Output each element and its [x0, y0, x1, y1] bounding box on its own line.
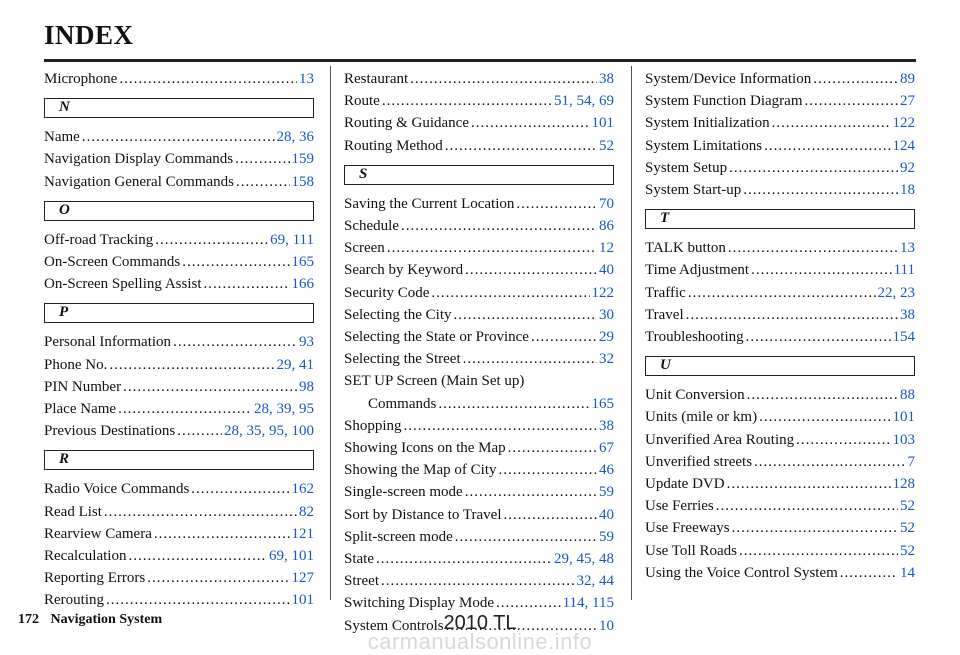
index-entry [44, 229, 314, 251]
page-reference-link[interactable]: 29, 45, 48 [554, 551, 614, 568]
index-term: Switching Display Mode [344, 595, 494, 612]
index-term: Security Code [344, 284, 430, 301]
leader-dots [453, 304, 597, 326]
page-reference-link[interactable]: 165 [291, 254, 314, 271]
index-term: Read List [44, 503, 102, 520]
index-entry [344, 193, 614, 215]
section-letter-header: T [645, 209, 915, 229]
index-entry [44, 523, 314, 545]
page-reference-link[interactable]: 122 [892, 115, 915, 132]
index-term: Update DVD [645, 476, 725, 493]
index-term: Commands [368, 395, 437, 412]
page-reference-link[interactable]: 89 [900, 71, 915, 87]
leader-dots [155, 229, 268, 251]
leader-dots [404, 415, 597, 437]
leader-dots [759, 406, 890, 428]
index-term: Traffic [645, 284, 686, 301]
leader-dots [119, 68, 297, 90]
leader-dots [772, 112, 891, 134]
page-reference-link[interactable]: 111 [893, 262, 915, 279]
leader-dots [147, 567, 289, 589]
page-reference-link[interactable]: 12 [599, 240, 614, 257]
page-reference-link[interactable]: 165 [591, 395, 614, 412]
leader-dots [235, 148, 289, 170]
index-term: Route [344, 93, 380, 110]
leader-dots [508, 437, 597, 459]
index-entry [44, 589, 314, 611]
leader-dots [764, 135, 890, 157]
index-term: System Initialization [645, 115, 770, 132]
index-term: Split-screen mode [344, 528, 453, 545]
leader-dots [732, 517, 898, 539]
page-reference-link[interactable]: 103 [892, 431, 915, 448]
page-reference-link[interactable]: 32, 44 [576, 573, 614, 590]
index-entry [44, 567, 314, 589]
leader-dots [204, 273, 290, 295]
index-term: Rerouting [44, 592, 104, 609]
page-reference-link[interactable]: 82 [299, 503, 314, 520]
index-entry [645, 451, 915, 473]
index-entry [44, 331, 314, 353]
page-reference-link[interactable]: 154 [892, 329, 915, 346]
index-entry [645, 429, 915, 451]
leader-dots [191, 478, 289, 500]
page-number: 172 [18, 612, 39, 627]
index-term: System Limitations [645, 137, 763, 154]
leader-dots [728, 237, 898, 259]
leader-dots [688, 282, 876, 304]
page-reference-link[interactable]: 69, 101 [269, 548, 314, 565]
page-reference-link[interactable]: 13 [900, 240, 915, 257]
leader-dots [236, 171, 290, 193]
index-entry [344, 90, 614, 112]
index-term: Single-screen mode [344, 484, 463, 501]
index-entry [344, 215, 614, 237]
index-term: State [344, 551, 374, 568]
index-term: Place Name [44, 401, 117, 418]
index-term: Routing & Guidance [344, 115, 469, 132]
leader-dots [173, 331, 297, 353]
page-reference-link[interactable]: 28, 35, 95, 100 [224, 423, 314, 440]
index-term: Use Ferries [645, 498, 714, 515]
page-reference-link[interactable]: 59 [599, 528, 614, 545]
index-term: Personal Information [44, 334, 172, 351]
index-entry [645, 68, 915, 90]
index-entry [44, 398, 314, 420]
index-term: Navigation General Commands [44, 173, 234, 190]
index-entry [645, 237, 915, 259]
index-term: Schedule [344, 218, 399, 235]
index-entry [645, 179, 915, 201]
index-entry [44, 501, 314, 523]
leader-dots [381, 570, 575, 592]
index-term: On-Screen Commands [44, 254, 181, 271]
index-term: Use Toll Roads [645, 542, 738, 559]
index-entry [44, 354, 314, 376]
index-entry [645, 282, 915, 304]
index-term: Phone No. [44, 356, 108, 373]
index-entry [344, 135, 614, 157]
index-entry [344, 570, 614, 592]
index-term: System Start-up [645, 182, 742, 199]
page-reference-link[interactable]: 101 [291, 592, 314, 609]
page-reference-link[interactable]: 69, 111 [270, 231, 314, 248]
index-term: System/Device Information [645, 71, 812, 87]
leader-dots [465, 259, 597, 281]
index-entry [344, 415, 614, 437]
leader-dots [754, 451, 905, 473]
leader-dots [128, 545, 267, 567]
footer-section: Navigation System [50, 612, 163, 627]
index-entry [645, 562, 915, 584]
page-reference-link[interactable]: 30 [599, 306, 614, 323]
leader-dots [118, 398, 252, 420]
index-term: Saving the Current Location [344, 195, 515, 212]
page-reference-link[interactable]: 51, 54, 69 [554, 93, 614, 110]
page-reference-link[interactable]: 114, 115 [562, 595, 614, 612]
index-entry [44, 420, 314, 442]
index-entry [44, 171, 314, 193]
index-term: Microphone [44, 71, 118, 87]
leader-dots [716, 495, 898, 517]
leader-dots [109, 354, 274, 376]
index-term: Unverified streets [645, 453, 753, 470]
page-reference-link[interactable]: 166 [291, 276, 314, 293]
leader-dots [727, 473, 891, 495]
index-entry [344, 259, 614, 281]
leader-dots [382, 90, 552, 112]
index-term: Search by Keyword [344, 262, 464, 279]
index-term: Using the Voice Control System [645, 564, 838, 581]
leader-dots [751, 259, 892, 281]
page-reference-link[interactable]: 98 [299, 378, 314, 395]
index-term: Navigation Display Commands [44, 151, 234, 168]
index-entry [344, 282, 614, 304]
index-entry [645, 473, 915, 495]
index-entry [645, 259, 915, 281]
section-letter-header: R [44, 450, 314, 470]
page-reference-link[interactable]: 13 [299, 71, 314, 87]
page-reference-link[interactable]: 40 [599, 506, 614, 523]
page-reference-link[interactable]: 29, 41 [276, 356, 314, 373]
index-column-2 [344, 68, 614, 637]
index-term: System Function Diagram [645, 93, 803, 110]
leader-dots [747, 384, 898, 406]
page-reference-link[interactable]: 122 [591, 284, 614, 301]
page-reference-link[interactable]: 92 [900, 159, 915, 176]
index-entry [44, 376, 314, 398]
index-term: Unit Conversion [645, 387, 745, 404]
index-entry [645, 540, 915, 562]
page-reference-link[interactable]: 162 [291, 481, 314, 498]
index-entry [344, 112, 614, 134]
index-entry-heading [344, 370, 614, 392]
leader-dots [438, 393, 589, 415]
section-letter-header: P [44, 303, 314, 323]
index-term: Rearview Camera [44, 525, 152, 542]
leader-dots [431, 282, 589, 304]
index-entry [344, 237, 614, 259]
leader-dots [739, 540, 898, 562]
leader-dots [499, 459, 598, 481]
index-term: Previous Destinations [44, 423, 176, 440]
page-reference-link[interactable]: 124 [892, 137, 915, 154]
index-entry [645, 90, 915, 112]
index-entry [344, 548, 614, 570]
section-letter-header: O [44, 201, 314, 221]
index-term: Travel [645, 306, 684, 323]
index-term: Screen [344, 240, 385, 257]
page-reference-link[interactable]: 38 [599, 417, 614, 434]
index-entry [344, 481, 614, 503]
leader-dots [182, 251, 289, 273]
index-entry [44, 126, 314, 148]
index-term: Showing Icons on the Map [344, 440, 506, 457]
index-entry [645, 135, 915, 157]
index-term: PIN Number [44, 378, 122, 395]
index-entry [645, 112, 915, 134]
index-entry [344, 326, 614, 348]
page-reference-link[interactable]: 52 [900, 520, 915, 537]
index-entry [344, 68, 614, 90]
leader-dots [154, 523, 290, 545]
page-reference-link[interactable]: 93 [299, 334, 314, 351]
page-reference-link[interactable]: 46 [599, 462, 614, 479]
leader-dots [123, 376, 297, 398]
leader-dots [465, 481, 597, 503]
index-entry [44, 273, 314, 295]
index-term: Units (mile or km) [645, 409, 758, 426]
index-entry [645, 384, 915, 406]
index-entry [645, 406, 915, 428]
section-letter-header: N [44, 98, 314, 118]
index-entry [344, 304, 614, 326]
page-reference-link[interactable]: 40 [599, 262, 614, 279]
index-entry [645, 517, 915, 539]
index-column-3 [645, 68, 915, 584]
index-term: Selecting the Street [344, 351, 461, 368]
page-reference-link[interactable]: 67 [599, 440, 614, 457]
page-reference-link[interactable]: 38 [599, 71, 614, 87]
page-reference-link[interactable]: 28, 36 [276, 129, 314, 146]
leader-dots [531, 326, 597, 348]
page-reference-link[interactable]: 101 [892, 409, 915, 426]
page-reference-link[interactable]: 86 [599, 218, 614, 235]
page-reference-link[interactable]: 52 [599, 137, 614, 154]
column-divider [631, 66, 632, 600]
index-term: On-Screen Spelling Assist [44, 276, 202, 293]
page-reference-link[interactable]: 121 [291, 525, 314, 542]
index-entry [344, 393, 614, 415]
index-term: TALK button [645, 240, 726, 257]
page-reference-link[interactable]: 14 [900, 564, 915, 581]
page-reference-link[interactable]: 70 [599, 195, 614, 212]
section-letter-header: S [344, 165, 614, 185]
index-entry [344, 526, 614, 548]
leader-dots [686, 304, 898, 326]
leader-dots [729, 157, 898, 179]
title-rule [44, 59, 916, 62]
index-term: Time Adjustment [645, 262, 750, 279]
index-term: Unverified Area Routing [645, 431, 795, 448]
page-reference-link[interactable]: 28, 39, 95 [254, 401, 314, 418]
index-entry [44, 251, 314, 273]
leader-dots [813, 68, 898, 90]
leader-dots [463, 348, 597, 370]
page-reference-link[interactable]: 38 [900, 306, 915, 323]
leader-dots [805, 90, 899, 112]
page-reference-link[interactable]: 32 [599, 351, 614, 368]
index-term: Troubleshooting [645, 329, 744, 346]
page-reference-link[interactable]: 52 [900, 542, 915, 559]
index-entry [645, 326, 915, 348]
leader-dots [743, 179, 898, 201]
index-entry [344, 437, 614, 459]
index-entry [44, 68, 314, 90]
page-title: INDEX [44, 20, 134, 50]
leader-dots [177, 420, 222, 442]
index-term: Shopping [344, 417, 402, 434]
page-reference-link[interactable]: 101 [591, 115, 614, 132]
page-reference-link[interactable]: 22, 23 [877, 284, 915, 301]
leader-dots [840, 562, 898, 584]
leader-dots [445, 135, 597, 157]
leader-dots [387, 237, 597, 259]
index-entry [344, 459, 614, 481]
index-entry [645, 304, 915, 326]
model-watermark: 2010 TL [443, 612, 517, 634]
index-term: Sort by Distance to Travel [344, 506, 502, 523]
leader-dots [104, 501, 297, 523]
index-term: System Controls [344, 617, 444, 634]
leader-dots [516, 193, 597, 215]
index-term: Off-road Tracking [44, 231, 154, 248]
leader-dots [82, 126, 275, 148]
leader-dots [401, 215, 597, 237]
index-entry [344, 504, 614, 526]
leader-dots [455, 526, 597, 548]
index-term: Name [44, 129, 80, 146]
page-reference-link[interactable]: 59 [599, 484, 614, 501]
index-term: Use Freeways [645, 520, 730, 537]
section-letter-header: U [645, 356, 915, 376]
index-entry [344, 348, 614, 370]
index-term: SET UP Screen (Main Set up) [344, 373, 525, 390]
index-term: Showing the Map of City [344, 462, 497, 479]
leader-dots [410, 68, 597, 90]
index-column-1 [44, 68, 314, 612]
leader-dots [376, 548, 552, 570]
index-term: Routing Method [344, 137, 443, 154]
index-term: Street [344, 573, 379, 590]
page-reference-link[interactable]: 158 [291, 173, 314, 190]
page-reference-link[interactable]: 29 [599, 329, 614, 346]
page-reference-link[interactable]: 159 [291, 151, 314, 168]
site-watermark: carmanualsonline.info [367, 629, 593, 654]
page-reference-link[interactable]: 10 [599, 617, 614, 634]
leader-dots [471, 112, 590, 134]
index-term: Recalculation [44, 548, 127, 565]
index-entry [645, 157, 915, 179]
leader-dots [746, 326, 891, 348]
page-reference-link[interactable]: 127 [291, 570, 314, 587]
index-term: Selecting the State or Province [344, 329, 529, 346]
page-reference-link[interactable]: 27 [900, 93, 915, 110]
page-reference-link[interactable]: 88 [900, 387, 915, 404]
leader-dots [504, 504, 598, 526]
leader-dots [796, 429, 890, 451]
index-term: System Setup [645, 159, 728, 176]
index-entry [44, 478, 314, 500]
index-entry [44, 545, 314, 567]
index-term: Selecting the City [344, 306, 452, 323]
column-divider [330, 66, 331, 600]
index-term: Restaurant [344, 71, 409, 87]
index-term: Reporting Errors [44, 570, 146, 587]
page-reference-link[interactable]: 18 [900, 182, 915, 199]
page-reference-link[interactable]: 7 [907, 453, 915, 470]
leader-dots [106, 589, 290, 611]
index-term: Radio Voice Commands [44, 481, 190, 498]
page-reference-link[interactable]: 52 [900, 498, 915, 515]
index-entry [44, 148, 314, 170]
index-entry [645, 495, 915, 517]
page-reference-link[interactable]: 128 [892, 476, 915, 493]
